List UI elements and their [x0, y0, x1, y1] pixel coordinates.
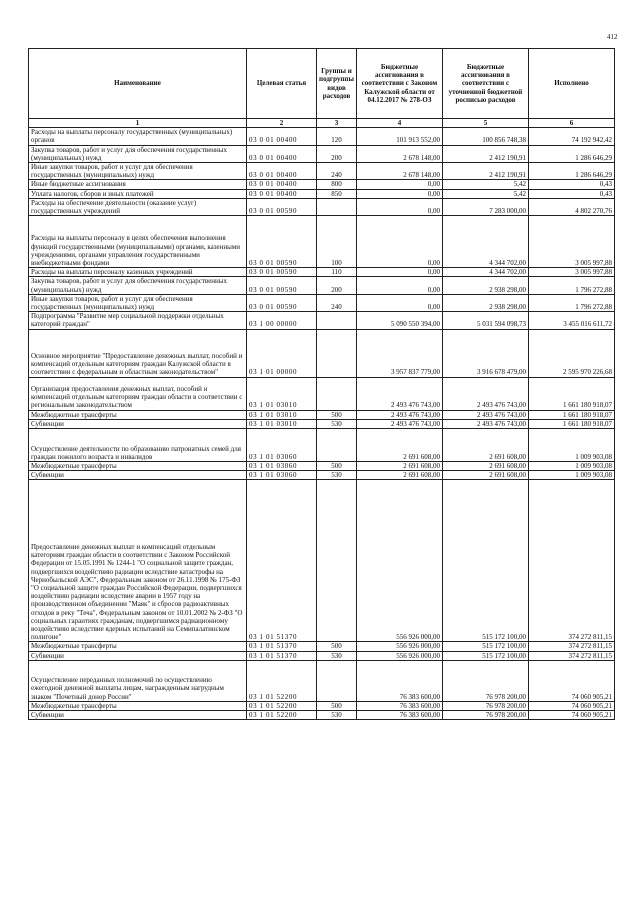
cell-law: 2 678 148,00: [357, 163, 443, 180]
cell-refined: 515 172 100,00: [443, 651, 529, 660]
cell-law: 5 090 550 394,00: [357, 312, 443, 329]
cell-article: 03 0 01 00400: [247, 163, 317, 180]
cell-executed: 1 009 903,08: [529, 471, 615, 480]
cell-group: [317, 329, 357, 377]
cell-refined: 2 412 190,91: [443, 145, 529, 162]
cell-article: 03 1 01 03060: [247, 462, 317, 471]
cell-article: 03 0 01 00590: [247, 268, 317, 277]
cell-article: 03 0 01 00590: [247, 294, 317, 311]
cell-name: Закупка товаров, работ и услуг для обеспечения государственных (муниципальных) нужд: [29, 277, 247, 294]
cell-article: 03 1 01 03010: [247, 419, 317, 428]
cell-refined: 3 916 678 479,00: [443, 329, 529, 377]
column-index: 5: [443, 119, 529, 128]
cell-executed: 1 286 646,29: [529, 163, 615, 180]
column-index-row: [29, 119, 615, 128]
cell-article: 03 0 01 00400: [247, 128, 317, 145]
cell-refined: 5,42: [443, 189, 529, 198]
cell-group: 120: [317, 128, 357, 145]
cell-group: 800: [317, 180, 357, 189]
header-refined: Бюджетные ассигнования в соответствии с уточненной бюджетной росписью расходов: [443, 49, 529, 119]
cell-group: [317, 429, 357, 462]
cell-group: 500: [317, 462, 357, 471]
cell-group: 850: [317, 189, 357, 198]
cell-refined: 4 344 702,00: [443, 216, 529, 268]
cell-executed: 0,43: [529, 180, 615, 189]
header-article: Целевая статья: [247, 49, 317, 119]
column-index: 6: [529, 119, 615, 128]
cell-executed: 1 009 903,08: [529, 429, 615, 462]
cell-refined: 2 938 298,00: [443, 294, 529, 311]
table-row: [29, 163, 615, 180]
cell-article: 03 1 01 52200: [247, 660, 317, 701]
table-row: [29, 701, 615, 710]
cell-executed: 2 595 970 226,68: [529, 329, 615, 377]
cell-law: 0,00: [357, 216, 443, 268]
table-row: [29, 429, 615, 462]
cell-refined: 515 172 100,00: [443, 642, 529, 651]
cell-law: 556 926 000,00: [357, 642, 443, 651]
cell-law: 2 493 476 743,00: [357, 377, 443, 410]
table-body: [29, 128, 615, 720]
cell-group: 530: [317, 711, 357, 720]
header-row: [29, 49, 615, 119]
cell-name: Уплата налогов, сборов и иных платежей: [29, 189, 247, 198]
cell-law: 0,00: [357, 294, 443, 311]
cell-refined: 76 978 200,00: [443, 701, 529, 710]
cell-refined: 76 978 200,00: [443, 711, 529, 720]
cell-name: Основное мероприятие "Предоставление денежных выплат, пособий и компенсаций отдельным категориям граждан Калужской области в соответствии с федеральным и областным законодательством": [29, 329, 247, 377]
cell-executed: 4 802 270,76: [529, 198, 615, 215]
cell-law: 0,00: [357, 180, 443, 189]
cell-name: Осуществление деятельности по образованию патронатных семей для граждан пожилого возраста и инвалидов: [29, 429, 247, 462]
cell-name: Расходы на выплаты персоналу государственных (муниципальных) органов: [29, 128, 247, 145]
header-executed: Исполнено: [529, 49, 615, 119]
cell-executed: 0,43: [529, 189, 615, 198]
cell-executed: 74 060 905,21: [529, 711, 615, 720]
cell-group: 240: [317, 294, 357, 311]
table-row: [29, 419, 615, 428]
cell-group: [317, 377, 357, 410]
cell-executed: 374 272 811,15: [529, 642, 615, 651]
cell-refined: 2 493 476 743,00: [443, 410, 529, 419]
table-row: [29, 410, 615, 419]
column-index: 4: [357, 119, 443, 128]
cell-executed: 74 192 942,42: [529, 128, 615, 145]
cell-name: Межбюджетные трансферты: [29, 642, 247, 651]
table-row: [29, 198, 615, 215]
cell-law: 2 493 476 743,00: [357, 410, 443, 419]
cell-refined: 2 493 476 743,00: [443, 377, 529, 410]
cell-group: 240: [317, 163, 357, 180]
cell-group: 500: [317, 701, 357, 710]
cell-name: Межбюджетные трансферты: [29, 462, 247, 471]
cell-law: 76 383 600,00: [357, 701, 443, 710]
cell-name: Субвенции: [29, 471, 247, 480]
cell-refined: 2 691 608,00: [443, 462, 529, 471]
cell-executed: 1 661 180 918,07: [529, 410, 615, 419]
cell-name: Расходы на обеспечение деятельности (оказание услуг) государственных учреждений: [29, 198, 247, 215]
cell-law: 2 678 148,00: [357, 145, 443, 162]
cell-article: 03 1 01 51370: [247, 480, 317, 642]
cell-article: 03 0 01 00400: [247, 189, 317, 198]
table-row: [29, 312, 615, 329]
cell-article: 03 1 01 52200: [247, 711, 317, 720]
column-index: 3: [317, 119, 357, 128]
table-row: [29, 642, 615, 651]
cell-article: 03 1 01 03010: [247, 377, 317, 410]
cell-refined: 4 344 702,00: [443, 268, 529, 277]
cell-executed: 1 286 646,29: [529, 145, 615, 162]
cell-name: Осуществление переданных полномочий по осуществлению ежегодной денежной выплаты лицам, награжденным нагрудным знаком "Почетный донор России": [29, 660, 247, 701]
cell-refined: 2 493 476 743,00: [443, 419, 529, 428]
cell-executed: 374 272 811,15: [529, 651, 615, 660]
header-name: Наименование: [29, 49, 247, 119]
cell-name: Предоставление денежных выплат и компенсаций отдельным категориям граждан области в соответствии с Законом Российской Федерации от 15.05.1991 № 1244-1 "О социальной защите граждан, подвергшихся воздействию радиации вследствие катастрофы на Чернобыльской АЭС", Федеральным законом от 26.11.1998 № 175-ФЗ "О социальной защите граждан Российской Федерации, подвергшихся воздействию радиации вследствие аварии в 1957 году на производственном объединении "Маяк" и сбросов радиоактивных отходов в реку "Теча", Федеральным законом от 10.01.2002 № 2-ФЗ "О социальных гарантиях гражданам, подвергшимся радиационному воздействию вследствие ядерных испытаний на Семипалатинском полигоне": [29, 480, 247, 642]
cell-group: [317, 480, 357, 642]
header-law: Бюджетные ассигнования в соответствии с Законом Калужской области от 04.12.2017 № 278-ОЗ: [357, 49, 443, 119]
cell-refined: 2 412 190,91: [443, 163, 529, 180]
cell-name: Расходы на выплаты персоналу казенных учреждений: [29, 268, 247, 277]
cell-executed: 3 005 997,88: [529, 268, 615, 277]
cell-article: 03 0 01 00590: [247, 277, 317, 294]
table-row: [29, 180, 615, 189]
cell-article: 03 1 01 51370: [247, 642, 317, 651]
table-row: [29, 711, 615, 720]
cell-executed: 3 455 016 611,72: [529, 312, 615, 329]
cell-refined: 2 691 608,00: [443, 471, 529, 480]
cell-law: 3 957 837 779,00: [357, 329, 443, 377]
table-row: [29, 294, 615, 311]
cell-law: 0,00: [357, 189, 443, 198]
column-index: 2: [247, 119, 317, 128]
cell-law: 2 691 608,00: [357, 471, 443, 480]
cell-group: [317, 198, 357, 215]
table-row: [29, 480, 615, 642]
cell-executed: 74 060 905,21: [529, 660, 615, 701]
table-row: [29, 268, 615, 277]
cell-group: 530: [317, 651, 357, 660]
cell-executed: 1 796 272,88: [529, 294, 615, 311]
table-row: [29, 329, 615, 377]
column-index: 1: [29, 119, 247, 128]
cell-executed: 74 060 905,21: [529, 701, 615, 710]
cell-article: 03 0 01 00400: [247, 180, 317, 189]
cell-group: [317, 312, 357, 329]
cell-refined: 7 283 000,00: [443, 198, 529, 215]
cell-group: 500: [317, 410, 357, 419]
cell-law: 2 691 608,00: [357, 429, 443, 462]
cell-name: Межбюджетные трансферты: [29, 410, 247, 419]
cell-name: Субвенции: [29, 651, 247, 660]
cell-law: 0,00: [357, 268, 443, 277]
cell-refined: 515 172 100,00: [443, 480, 529, 642]
cell-executed: 1 661 180 918,07: [529, 377, 615, 410]
cell-executed: 3 005 997,88: [529, 216, 615, 268]
cell-name: Субвенции: [29, 711, 247, 720]
cell-group: 100: [317, 216, 357, 268]
cell-refined: 100 856 748,38: [443, 128, 529, 145]
cell-executed: 1 796 272,88: [529, 277, 615, 294]
cell-law: 2 691 608,00: [357, 462, 443, 471]
cell-refined: 76 978 200,00: [443, 660, 529, 701]
table-row: [29, 660, 615, 701]
cell-executed: 374 272 811,15: [529, 480, 615, 642]
table-row: [29, 216, 615, 268]
cell-name: Иные бюджетные ассигнования: [29, 180, 247, 189]
cell-refined: 5,42: [443, 180, 529, 189]
cell-group: 530: [317, 471, 357, 480]
cell-article: 03 1 01 00000: [247, 329, 317, 377]
table-row: [29, 128, 615, 145]
cell-article: 03 0 01 00590: [247, 198, 317, 215]
cell-group: 500: [317, 642, 357, 651]
table-row: [29, 145, 615, 162]
table-row: [29, 189, 615, 198]
cell-executed: 1 661 180 918,07: [529, 419, 615, 428]
table-row: [29, 471, 615, 480]
cell-article: 03 1 00 00000: [247, 312, 317, 329]
cell-refined: 2 938 298,00: [443, 277, 529, 294]
cell-name: Иные закупки товаров, работ и услуг для обеспечения государственных (муниципальных) нужд: [29, 294, 247, 311]
page-number: 412: [607, 33, 618, 41]
cell-group: 200: [317, 145, 357, 162]
cell-group: [317, 660, 357, 701]
cell-group: 530: [317, 419, 357, 428]
table-row: [29, 462, 615, 471]
cell-law: 2 493 476 743,00: [357, 419, 443, 428]
cell-refined: 2 691 608,00: [443, 429, 529, 462]
cell-article: 03 1 01 03060: [247, 471, 317, 480]
cell-law: 76 383 600,00: [357, 711, 443, 720]
budget-table: [28, 48, 615, 720]
cell-name: Организация предоставления денежных выплат, пособий и компенсаций отдельным категориям граждан области в соответствии с региональным законодательством: [29, 377, 247, 410]
cell-name: Иные закупки товаров, работ и услуг для обеспечения государственных (муниципальных) нужд: [29, 163, 247, 180]
cell-article: 03 1 01 52200: [247, 701, 317, 710]
cell-law: 556 926 000,00: [357, 480, 443, 642]
cell-law: 0,00: [357, 198, 443, 215]
table-row: [29, 277, 615, 294]
cell-group: 110: [317, 268, 357, 277]
cell-article: 03 1 01 03010: [247, 410, 317, 419]
cell-article: 03 0 01 00400: [247, 145, 317, 162]
cell-name: Межбюджетные трансферты: [29, 701, 247, 710]
cell-name: Расходы на выплаты персоналу в целях обеспечения выполнения функций государственными (муниципальными) органами, казенными учреждениями, органами управления государственными внебюджетными фондами: [29, 216, 247, 268]
table-row: [29, 651, 615, 660]
cell-name: Субвенции: [29, 419, 247, 428]
cell-refined: 5 031 594 098,73: [443, 312, 529, 329]
table-row: [29, 377, 615, 410]
cell-name: Подпрограмма "Развитие мер социальной поддержки отдельных категорий граждан": [29, 312, 247, 329]
cell-name: Закупка товаров, работ и услуг для обеспечения государственных (муниципальных) нужд: [29, 145, 247, 162]
cell-group: 200: [317, 277, 357, 294]
cell-law: 76 383 600,00: [357, 660, 443, 701]
cell-law: 556 926 000,00: [357, 651, 443, 660]
cell-article: 03 0 01 00590: [247, 216, 317, 268]
cell-executed: 1 009 903,08: [529, 462, 615, 471]
cell-law: 101 913 552,00: [357, 128, 443, 145]
cell-article: 03 1 01 03060: [247, 429, 317, 462]
cell-article: 03 1 01 51370: [247, 651, 317, 660]
header-group: Группы и подгруппы видов расходов: [317, 49, 357, 119]
cell-law: 0,00: [357, 277, 443, 294]
